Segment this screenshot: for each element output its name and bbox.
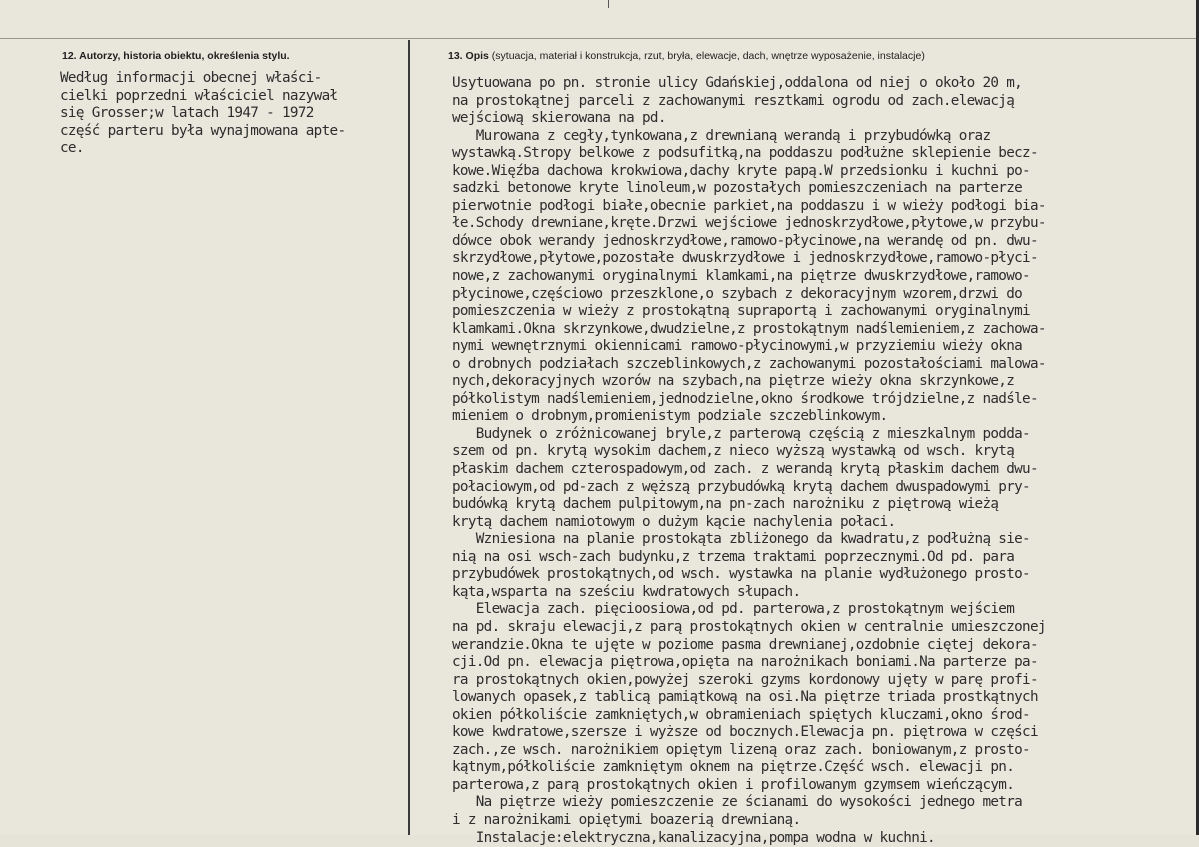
section-12-body (60, 70, 345, 158)
section-12-text-line: się Grosser;w latach 1947 - 1972 (60, 105, 314, 122)
section-13-body (452, 75, 1046, 847)
section-13-text-line: Na piętrze wieży pomieszczenie ze ścianami do wysokości jednego metra (452, 794, 1023, 811)
section-13-text-line: cji.Od pn. elewacja piętrowa,opięta na narożnikach boniami.Na parterze pa- (452, 654, 1038, 671)
section-12-text-line: Według informacji obecnej właści- (60, 70, 322, 86)
section-13-text-line: o drobnych podziałach szczeblinkowych,z zachowanymi pozostałościami malowa- (452, 355, 1046, 372)
section-13-title: Opis (465, 50, 489, 62)
section-13-text-line: Instalacje:elektryczna,kanalizacyjna,pompa wodna w kuchni. (452, 829, 935, 846)
header-rule (0, 38, 1199, 39)
section-13-text-line: półkolistym nadślemieniem,jednodzielne,okno środkowe trójdzielne,z nadśle- (452, 390, 1038, 407)
section-13-text-line: połaciowym,od pd-zach z węższą przybudówką krytą dachem dwuspadowymi pry- (452, 478, 1030, 495)
section-13-text-line: budówką krytą dachem pulpitowym,na pn-zach narożniku z piętrową wieżą (452, 496, 999, 513)
section-13-text-line: kątnym,półkoliście zamkniętym oknem na piętrze.Część wsch. elewacji pn. (452, 759, 1015, 776)
section-13-text-line: Wzniesiona na planie prostokąta zbliżonego da kwadratu,z podłużną sie- (452, 531, 1030, 548)
section-12-number: 12. (62, 50, 77, 62)
section-13-text-line: kowe kwdratowe,szersze i wyższe od bocznych.Elewacja pn. piętrowa w części (452, 724, 1038, 741)
section-13-text-line: Elewacja zach. pięcioosiowa,od pd. parterowa,z prostokątnym wejściem (452, 601, 1015, 618)
section-13-text-line: nymi wewnętrznymi okiennicami ramowo-płycinowymi,w przyziemiu wieży okna (452, 338, 1023, 355)
section-13-text-line: dówce obok werandy jednoskrzydłowe,ramowo-płycinowe,na werandę od pn. dwu- (452, 232, 1038, 249)
section-13-text-line: nowe,z zachowanymi oryginalnymi klamkami,na piętrze dwuskrzydłowe,ramowo- (452, 268, 1030, 285)
section-13-text-line: kowe.Więźba dachowa krokwiowa,dachy kryte papą.W przedsionku i kuchni po- (452, 162, 1030, 179)
section-13-text-line: na pd. skraju elewacji,z parą prostokątnych okien w centralnie umieszczonej (452, 618, 1046, 635)
section-13-text-line: nych,dekoracyjnych wzorów na szybach,na piętrze wieży okna skrzynkowe,z (452, 373, 1015, 390)
section-13-text-line: i z narożnikami opiętymi boazerią drewnianą. (452, 811, 801, 828)
section-13-text-line: parterowa,z parą prostokątnych okien i profilowanym gzymsem wieńczącym. (452, 776, 1015, 793)
section-13-header (448, 50, 925, 62)
section-13-text-line: okien półkoliście zamkniętych,w obramieniach spiętych kluczami,okno środ- (452, 706, 1030, 723)
section-12-title: Autorzy, historia obiektu, określenia stylu. (79, 50, 290, 62)
section-13-text-line: werandzie.Okna te ujęte w poziome pasma drewnianej,ozdobnie ciętej dekora- (452, 636, 1038, 653)
section-13-text-line: skrzydłowe,płytowe,pozostałe dwuskrzydłowe i jednoskrzydłowe,ramowo-płyci- (452, 250, 1038, 267)
top-tick-mark (608, 0, 609, 8)
section-13-text-line: wejściową skierowana na pd. (452, 110, 666, 127)
section-12-text-line: cielki poprzedni właściciel nazywał (60, 87, 338, 104)
section-13-text-line: klamkami.Okna skrzynkowe,dwudzielne,z prostokątnym nadślemieniem,z zachowa- (452, 320, 1046, 337)
section-13-text-line: Murowana z cegły,tynkowana,z drewnianą werandą i przybudówką oraz (452, 127, 991, 144)
section-13-text-line: łe.Schody drewniane,kręte.Drzwi wejściowe jednoskrzydłowe,płytowe,w przybu- (452, 215, 1046, 232)
section-13-text-line: krytą dachem namiotowym o dużym kącie nachylenia połaci. (452, 513, 896, 530)
section-13-text-line: szem od pn. krytą wysokim dachem,z nieco wyższą wystawką od wsch. krytą (452, 443, 1015, 460)
section-13-text-line: mieniem o drobnym,promienistym podziale szczeblinkowym. (452, 408, 888, 425)
section-13-text-line: wystawką.Stropy belkowe z podsufitką,na poddaszu podłużne sklepienie becz- (452, 145, 1038, 162)
section-13-text-line: pierwotnie podłogi białe,obecnie parkiet,na poddaszu i w wieży podłogi bia- (452, 197, 1046, 214)
section-13-number: 13. (448, 50, 463, 62)
section-13-text-line: lowanych opasek,z tablicą pamiątkową na osi.Na piętrze triada prostkątnych (452, 689, 1038, 706)
section-13-text-line: na prostokątnej parceli z zachowanymi resztkami ogrodu od zach.elewacją (452, 92, 1015, 109)
section-13-text-line: płycinowe,częściowo przeszklone,o szybach z dekoracyjnym wzorem,drzwi do (452, 285, 1023, 302)
section-12-header (62, 50, 290, 62)
section-13-text-line: zach.,ze wsch. narożnikiem opiętym lizeną oraz zach. boniowanym,z prosto- (452, 741, 1030, 758)
section-13-text-line: sadzki betonowe kryte linoleum,w pozostałych pomieszczeniach na parterze (452, 180, 1023, 197)
section-13-text-line: Usytuowana po pn. stronie ulicy Gdańskiej,oddalona od niej o około 20 m, (452, 75, 1023, 91)
section-13-text-line: przybudówek prostokątnych,od wsch. wystawka na planie wydłużonego prosto- (452, 566, 1030, 583)
section-13-text-line: płaskim dachem czterospadowym,od zach. z werandą krytą płaskim dachem dwu- (452, 461, 1038, 478)
section-13-text-line: Budynek o zróżnicowanej bryle,z parterową częścią z mieszkalnym podda- (452, 425, 1030, 442)
column-divider (408, 40, 410, 835)
section-13-text-line: pomieszczenia w wieży z prostokątną supraportą i zachowanymi oryginalnymi (452, 303, 1030, 320)
section-12-text-line: ce. (60, 140, 84, 157)
section-13-text-line: nią na osi wsch-zach budynku,z trzema traktami poprzecznymi.Od pd. para (452, 548, 1015, 565)
section-13-detail: (sytuacja, materiał i konstrukcja, rzut, bryła, elewacje, dach, wnętrze wyposażenie, instalacje) (491, 50, 925, 62)
section-13-text-line: kąta,wsparta na sześciu kwdratowych słupach. (452, 583, 801, 600)
section-12-text-line: część parteru była wynajmowana apte- (60, 122, 346, 139)
section-13-text-line: ra prostokątnych okien,powyżej szeroki gzyms kordonowy ujęty w parę profi- (452, 671, 1038, 688)
